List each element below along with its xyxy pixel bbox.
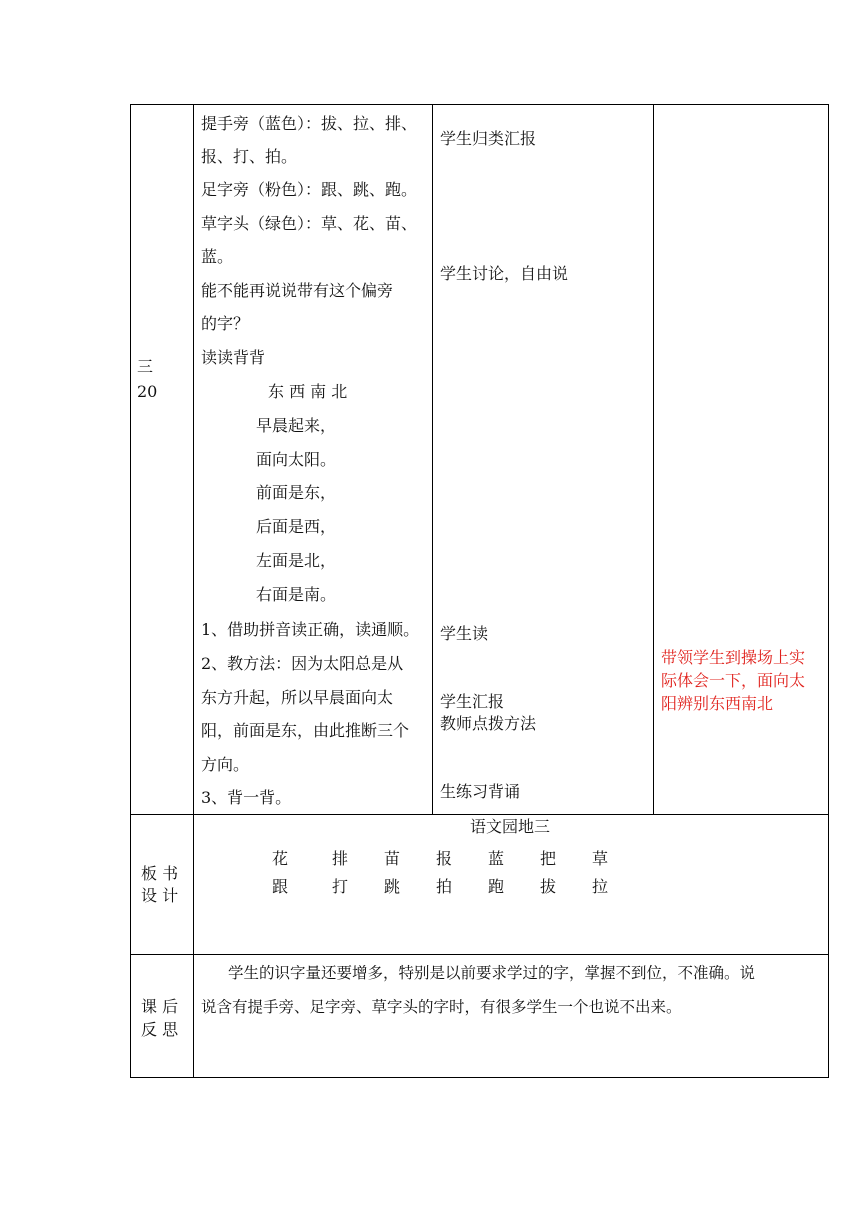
activity-teacher-guidance: 教师点拨方法 [440,714,537,733]
step-line: 2、教方法：因为太阳总是从 [201,654,404,673]
board-char: 跳 [383,877,400,896]
reflection-label-line1: 课 后 [141,997,179,1016]
activity-report: 学生汇报 [440,692,505,711]
period-label: 三 [137,357,154,376]
step-line: 阳，前面是东，由此推断三个 [201,721,410,740]
board-label-line1: 板 书 [141,864,179,883]
reflection-text-line2: 说含有提手旁、足字旁、草字头的字时，有很多学生一个也说不出来。 [201,998,682,1016]
note-line: 阳辨别东西南北 [661,694,774,713]
board-char: 拉 [591,877,608,896]
poem-line: 后面是西， [256,517,337,536]
board-char: 跑 [487,877,504,896]
activity-discuss: 学生讨论，自由说 [440,264,569,283]
board-char: 打 [331,877,348,896]
board-char: 花 [271,849,288,868]
board-label-line2: 设 计 [141,886,179,905]
content-line: 蓝。 [201,247,234,266]
step-line: 方向。 [201,755,250,774]
content-line: 草字头（绿色）：草、花、苗、 [201,214,418,233]
table-border-col3 [653,104,654,815]
board-title: 语文园地三 [470,817,551,836]
note-line: 带领学生到操场上实 [661,648,806,667]
table-border-left [130,104,131,1078]
poem-line: 左面是北， [256,551,337,570]
activity-recite: 生练习背诵 [440,782,521,801]
table-border-top [130,104,829,105]
table-border-row1-bottom [130,814,829,815]
period-minutes: 20 [137,382,158,401]
reflection-label-line2: 反 思 [141,1020,179,1039]
board-char: 报 [435,849,452,868]
content-line: 读读背背 [201,348,266,367]
board-char: 拔 [539,877,556,896]
content-line: 的字？ [201,314,250,333]
table-border-col1 [193,104,194,1078]
poem-title: 东 西 南 北 [268,382,348,401]
content-line: 提手旁（蓝色）：拔、拉、排、 [201,114,418,133]
board-char: 排 [331,849,348,868]
table-border-bottom [130,1077,829,1078]
step-line: 东方升起，所以早晨面向太 [201,688,394,707]
content-line: 足字旁（粉色）：跟、跳、跑。 [201,180,418,199]
note-line: 际体会一下，面向太 [661,671,806,690]
activity-read: 学生读 [440,624,489,643]
board-char: 拍 [435,877,452,896]
board-char: 苗 [383,849,400,868]
board-char: 把 [539,849,556,868]
activity-classify-report: 学生归类汇报 [440,129,537,148]
table-border-row2-bottom [130,954,829,955]
board-char: 草 [591,849,608,868]
step-line: 1、借助拼音读正确，读通顺。 [201,620,420,639]
reflection-text-line1: 学生的识字量还要增多，特别是以前要求学过的字，掌握不到位，不准确。说 [228,964,756,982]
poem-line: 面向太阳。 [256,450,337,469]
poem-line: 前面是东， [256,483,337,502]
table-border-col2 [432,104,433,815]
board-char: 跟 [271,877,288,896]
poem-line: 早晨起来， [256,416,337,435]
content-line: 能不能再说说带有这个偏旁 [201,281,394,300]
table-border-right [828,104,829,1078]
board-char: 蓝 [487,849,504,868]
step-line: 3、背一背。 [201,788,292,807]
content-line: 报、打、拍。 [201,147,298,166]
poem-line: 右面是南。 [256,585,337,604]
